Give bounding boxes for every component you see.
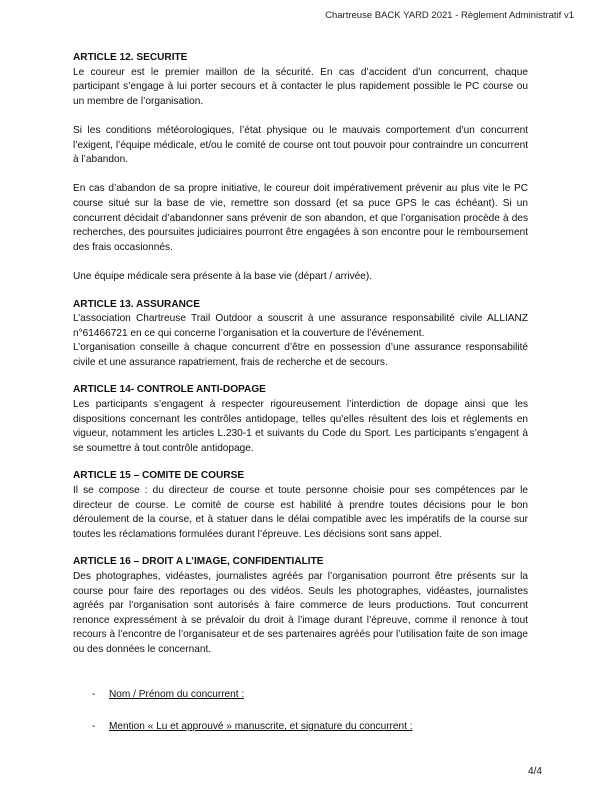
name-field-label: Nom / Prénom du concurrent : — [109, 689, 245, 700]
article-12-paragraph-2: Si les conditions météorologiques, l’état physique ou le mauvais comportement d’un concurrent l’exigent, l’équipe médicale, et/ou le comité de course ont tout pouvoir pour contraindre un concurrent à l’abandon. — [73, 124, 528, 166]
article-13-title: ARTICLE 13. ASSURANCE — [73, 298, 200, 310]
article-13-paragraph-1: L’association Chartreuse Trail Outdoor a souscrit à une assurance responsabilité civile ALLIANZ n°61466721 en ce qui concerne l’organisation et la couverture de l’événement. — [73, 313, 528, 339]
article-14-paragraph-1: Les participants s’engagent à respecter rigoureusement l’interdiction de dopage ainsi que les dispositions concernant les contrôles antidopage, telles qu’elles résultent des lois et règlements en vigueur, notamment les articles L.230-1 et suivants du Code du Sport. Les participants s’engagent à se soumettre à tout contrôle antidopage. — [73, 399, 528, 454]
article-12-paragraph-1: Le coureur est le premier maillon de la sécurité. En cas d’accident d’un concurrent, chaque participant s’engage à lui porter secours et à contacter le plus rapidement possible le PC course ou un membre de l’organisation. — [73, 66, 528, 107]
article-16-paragraph-1: Des photographes, vidéastes, journalistes agréés par l’organisation pourront être présents sur la course pour faire des reportages ou des vidéos. Seuls les photographes, vidéastes, journalistes agréés par l’organisation sont autorisés à faire commerce de leurs productions. Tout concurrent renonce expressément à se prévaloir du droit à l’image durant l’épreuve, comme il renonce à tout recours à l’encontre de l’organisateur et de ses partenaires agréés pour l’utilisation faite de son image ou des données le concernant. — [73, 571, 528, 655]
article-16 — [73, 555, 528, 657]
article-12 — [73, 51, 528, 285]
article-14-title: ARTICLE 14- CONTROLE ANTI-DOPAGE — [73, 384, 266, 396]
article-16-title: ARTICLE 16 – DROIT A L’IMAGE, CONFIDENTIALITE — [73, 556, 324, 568]
article-15 — [73, 469, 528, 542]
page-header: Chartreuse BACK YARD 2021 - Règlement Administratif v1 — [325, 10, 574, 21]
article-15-title: ARTICLE 15 – COMITE DE COURSE — [73, 470, 245, 482]
page-number: 4/4 — [527, 766, 542, 777]
article-13 — [73, 298, 528, 371]
list-dash: - — [92, 689, 96, 700]
document-body — [73, 51, 528, 658]
signature-field-label: Mention « Lu et approuvé » manuscrite, et signature du concurrent : — [109, 721, 413, 732]
list-dash: - — [92, 721, 96, 732]
article-12-paragraph-4: Une équipe médicale sera présente à la base vie (départ / arrivée). — [73, 270, 373, 282]
name-field — [92, 689, 244, 700]
signature-field — [92, 721, 413, 732]
article-12-title: ARTICLE 12. SECURITE — [73, 52, 188, 63]
article-14 — [73, 383, 528, 456]
article-12-paragraph-3: En cas d’abandon de sa propre initiative, le coureur doit impérativement prévenir au plus vite le PC course situé sur la base de vie, remettre son dossard (et sa puce GPS le cas échéant). Si un concurrent décidait d’abandonner sans prévenir de son abandon, et que l’organisation procède à des recherches, des poursuites judiciaires pourront être engagées à son encontre pour le remboursement des frais occasionnés. — [73, 183, 528, 253]
article-15-paragraph-1: Il se compose : du directeur de course et toute personne choisie pour ses compétences par le directeur de course. Le comité de course est habilité à prendre toutes décisions pour le bon déroulement de la course, et à statuer dans le délai compatible avec les impératifs de la course sur toutes les réclamations formulées durant l’épreuve. Les décisions sont sans appel. — [73, 485, 528, 540]
article-13-paragraph-2: L’organisation conseille à chaque concurrent d’être en possession d’une assurance responsabilité civile et une assurance rapatriement, frais de recherche et de secours. — [73, 342, 528, 368]
